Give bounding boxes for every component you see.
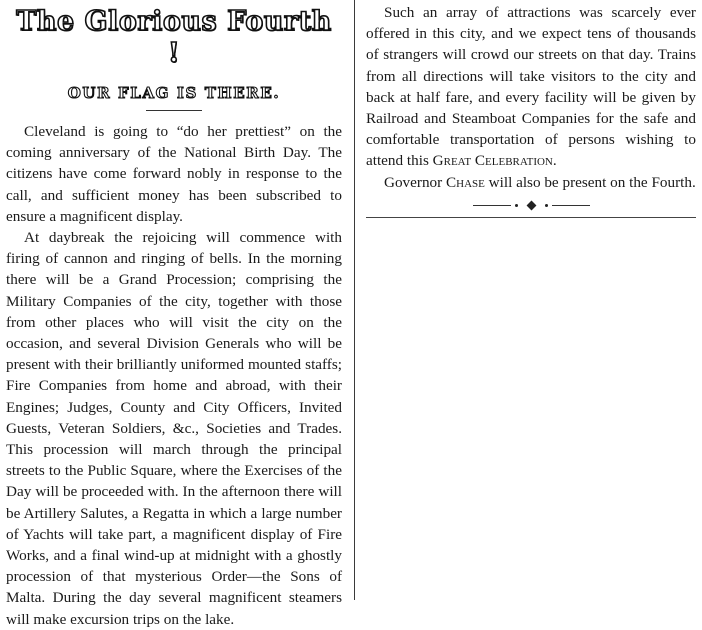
column-end-rule xyxy=(366,217,696,218)
section-ornament xyxy=(366,201,696,211)
ornament-line-right xyxy=(552,205,590,206)
left-column xyxy=(6,0,342,630)
ornament-diamond xyxy=(526,201,536,211)
paragraph-3 xyxy=(366,2,696,172)
paragraph-3-emphasis: Great Celebration. xyxy=(432,152,557,170)
column-rule xyxy=(354,0,355,600)
paragraph-3-text: Such an array of attractions was scarcely ever offered in this city, and we expect tens of thousands of strangers will crowd our streets on that day. Trains from all directions will take visitors to the city and back at half fare, and every facility will be given by Railroad and Steamboat Companies for the safe and comfortable transportation of persons wishing to attend this xyxy=(366,4,696,170)
headline: The Glorious Fourth ! xyxy=(16,6,332,69)
subheadline: OUR FLAG IS THERE. xyxy=(67,84,281,102)
governor-name: Chase xyxy=(446,173,485,191)
paragraph-2: At daybreak the rejoicing will commence with firing of cannon and ringing of bells. In the morning there will be a Grand Procession; comprising the Military Companies of the city, together with those from other places who will visit the city on the occasion, and several Division Generals who will be present with their brilliantly uniformed mounted staffs; Fire Companies from home and abroad, with their Engines; Judges, County and City Officers, Invited Guests, Veteran Soldiers, &c., Societies and Trades. This procession will march through the principal streets to the Public Square, where the Exercises of the Day will be proceeded with. In the afternoon there will be Artillery Salutes, a Regatta in which a large number of Yachts will take part, a magnificent display of Fire Works, and a final wind-up at midnight with a ghostly procession of that mysterious Order—the Sons of Malta. During the day several magnificent steamers will make excursion trips on the lake. xyxy=(6,229,342,628)
ornament-line-left xyxy=(473,205,511,206)
paragraph-4-suffix: will also be present on the Fourth. xyxy=(484,173,696,191)
ornament-dot-right xyxy=(545,204,548,207)
right-column xyxy=(366,0,696,218)
ornament-dot-left xyxy=(515,204,518,207)
paragraph-1: Cleveland is going to “do her prettiest” on the coming anniversary of the National Birth Day. The citizens have come forward nobly in response to the call, and sufficient money has been subscribed to ensure a magnificent display. xyxy=(6,123,342,225)
paragraph-4-prefix: Governor xyxy=(384,173,446,191)
paragraph-4 xyxy=(366,172,696,193)
headline-divider xyxy=(146,110,202,111)
